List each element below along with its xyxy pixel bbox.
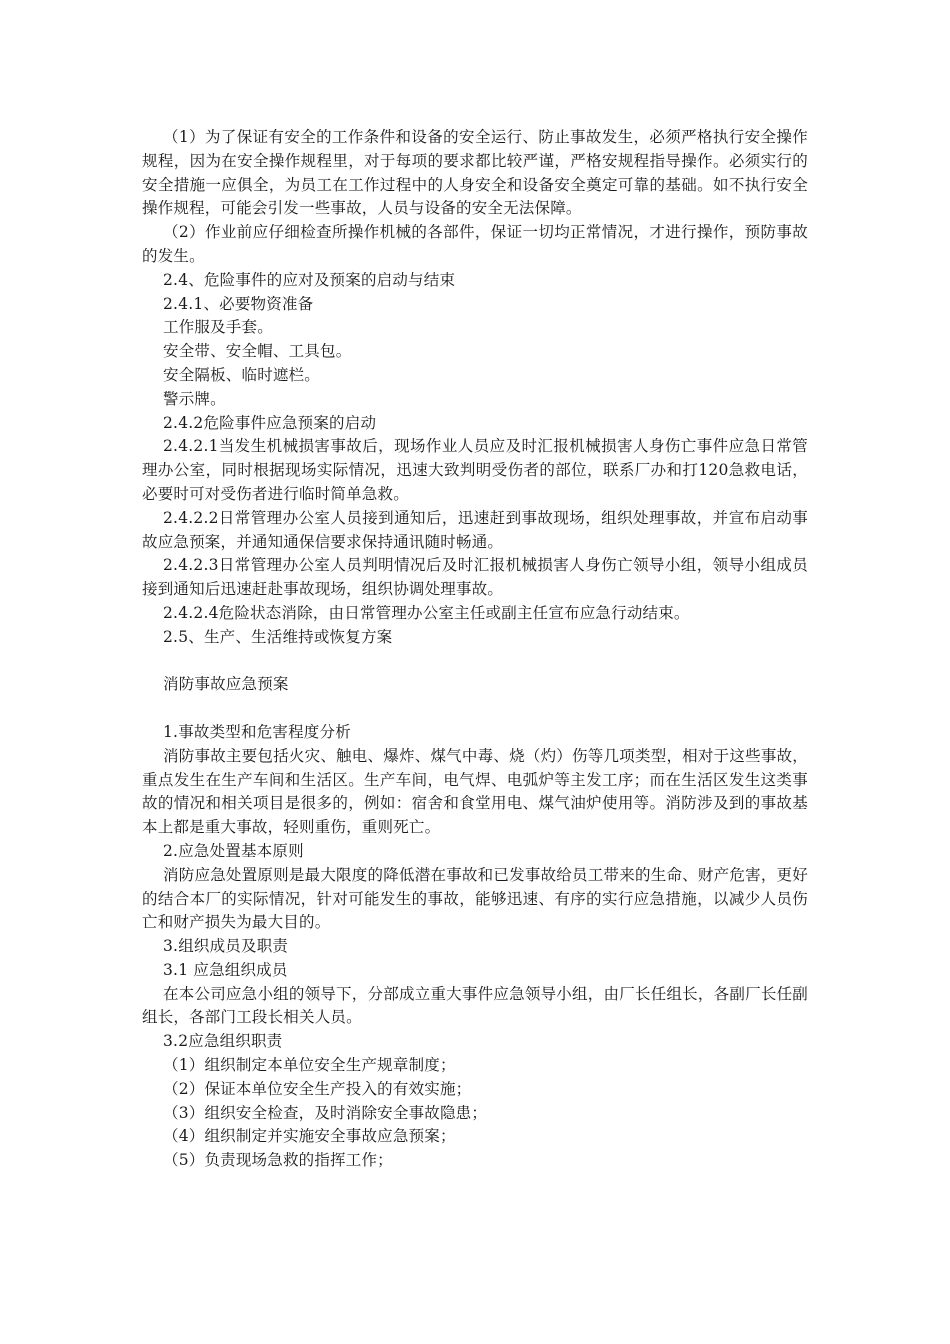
heading-2-5: 2.5、生产、生活维持或恢复方案 bbox=[163, 627, 393, 646]
paragraph-2-4-2-1: 2.4.2.1当发生机械损害事故后，现场作业人员应及时汇报机械损害人身伤亡事件应急日常管理办公室，同时根据现场实际情况，迅速大致判明受伤者的部位，联系厂办和打120急救电话，必要时可对受伤者进行临时简单急救。 bbox=[142, 437, 808, 503]
list-item-workwear: 工作服及手套。 bbox=[163, 318, 273, 337]
heading-3: 3.组织成员及职责 bbox=[163, 937, 289, 956]
list-item-duty-2: （2）保证本单位安全生产投入的有效实施； bbox=[163, 1079, 472, 1098]
list-item-duty-5: （5）负责现场急救的指挥工作； bbox=[163, 1151, 393, 1170]
paragraph-2-4-2-4: 2.4.2.4危险状态消除，由日常管理办公室主任或副主任宣布应急行动结束。 bbox=[163, 603, 690, 622]
paragraph-safety-rules: （1）为了保证有安全的工作条件和设备的安全运行、防止事故发生，必须严格执行安全操作规程，因为在安全操作规程里，对于每项的要求都比较严谨，严格安规程指导操作。必须实行的安全措施一应俱全，为员工在工作过程中的人身安全和设备安全奠定可靠的基础。如不执行安全操作规程，可能会引发一些事故，人员与设备的安全无法保障。 bbox=[142, 128, 808, 218]
heading-3-2: 3.2应急组织职责 bbox=[163, 1032, 283, 1051]
paragraph-members: 在本公司应急小组的领导下，分部成立重大事件应急领导小组，由厂长任组长，各副厂长任副组长，各部门工段长相关人员。 bbox=[142, 984, 808, 1027]
paragraph-2-4-2-3: 2.4.2.3日常管理办公室人员判明情况后及时汇报机械损害人身伤亡领导小组，领导小组成员接到通知后迅速赶赴事故现场，组织协调处理事故。 bbox=[142, 556, 808, 599]
paragraph-pre-inspection: （2）作业前应仔细检查所操作机械的各部件，保证一切均正常情况，才进行操作，预防事故的发生。 bbox=[142, 223, 808, 265]
heading-2-4-2: 2.4.2危险事件应急预案的启动 bbox=[163, 413, 377, 432]
section-title: 消防事故应急预案 bbox=[163, 675, 289, 694]
paragraph-accident-types: 消防事故主要包括火灾、触电、爆炸、煤气中毒、烧（灼）伤等几项类型，相对于这些事故，重点发生在生产车间和生活区。生产车间，电气焊、电弧炉等主发工序；而在生活区发生这类事故的情况和相关项目是很多的，例如：宿舍和食堂用电、煤气油炉使用等。消防涉及到的事故基本上都是重大事故，轻则重伤，重则死亡。 bbox=[142, 746, 808, 837]
heading-2-4: 2.4、危险事件的应对及预案的启动与结束 bbox=[163, 270, 456, 289]
list-item-duty-3: （3）组织安全检查，及时消除安全事故隐患； bbox=[163, 1103, 488, 1122]
heading-2: 2.应急处置基本原则 bbox=[163, 841, 304, 860]
list-item-duty-1: （1）组织制定本单位安全生产规章制度； bbox=[163, 1056, 456, 1075]
heading-1: 1.事故类型和危害程度分析 bbox=[163, 722, 351, 741]
blank-line bbox=[142, 650, 808, 674]
list-item-safety-gear: 安全带、安全帽、工具包。 bbox=[163, 342, 352, 361]
heading-2-4-1: 2.4.1、必要物资准备 bbox=[163, 294, 314, 313]
document-body bbox=[142, 126, 808, 1173]
list-item-warning-sign: 警示牌。 bbox=[163, 389, 226, 408]
list-item-barriers: 安全隔板、临时遮栏。 bbox=[163, 365, 321, 384]
blank-line bbox=[142, 697, 808, 721]
paragraph-2-4-2-2: 2.4.2.2日常管理办公室人员接到通知后，迅速赶到事故现场，组织处理事故，并宣布启动事故应急预案，并通知通保信要求保持通讯随时畅通。 bbox=[142, 508, 808, 551]
paragraph-principles: 消防应急处置原则是最大限度的降低潜在事故和已发事故给员工带来的生命、财产危害，更好的结合本厂的实际情况，针对可能发生的事故，能够迅速、有序的实行应急措施，以减少人员伤亡和财产损失为最大目的。 bbox=[142, 865, 808, 932]
heading-3-1: 3.1 应急组织成员 bbox=[163, 960, 288, 979]
list-item-duty-4: （4）组织制定并实施安全事故应急预案； bbox=[163, 1127, 456, 1146]
